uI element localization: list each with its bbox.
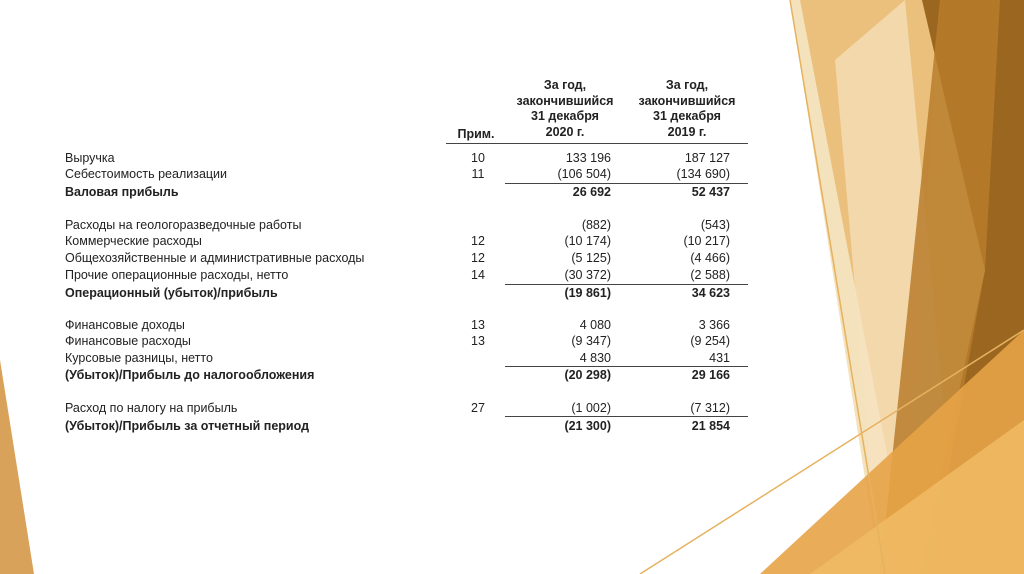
row-value-2019: 431	[709, 351, 730, 365]
row-label: Расход по налогу на прибыль	[65, 401, 238, 415]
row-note: 14	[471, 268, 485, 282]
row-selling	[0, 233, 800, 249]
row-value-2019: (134 690)	[676, 167, 730, 181]
row-label: (Убыток)/Прибыль до налогообложения	[65, 368, 315, 382]
row-value-2019: 34 623	[691, 286, 730, 300]
row-value-2020: (882)	[581, 218, 611, 232]
row-note: 27	[471, 401, 485, 415]
row-other-operating	[0, 267, 800, 283]
header-rule	[446, 143, 748, 144]
row-value-2020: (19 861)	[564, 286, 611, 300]
row-pretax-result	[0, 367, 800, 383]
row-label: Финансовые доходы	[65, 318, 185, 332]
subtotal-rule	[505, 416, 748, 417]
row-note: 12	[471, 234, 485, 248]
row-value-2020: (20 298)	[564, 368, 611, 382]
row-label: Коммерческие расходы	[65, 234, 202, 248]
row-value-2020: (106 504)	[557, 167, 611, 181]
row-value-2019: 3 366	[698, 318, 730, 332]
row-revenue	[0, 150, 800, 166]
row-value-2019: (10 217)	[683, 234, 730, 248]
row-value-2019: 52 437	[691, 185, 730, 199]
row-label: Себестоимость реализации	[65, 167, 228, 181]
row-value-2019: (2 588)	[690, 268, 730, 282]
row-value-2019: (9 254)	[690, 334, 730, 348]
header-2019: За год, закончившийся 31 декабря 2019 г.	[638, 78, 736, 139]
row-value-2020: 26 692	[572, 185, 611, 199]
row-admin	[0, 250, 800, 266]
row-note: 13	[471, 334, 485, 348]
row-label: Операционный (убыток)/прибыль	[65, 286, 278, 300]
row-value-2020: (21 300)	[564, 419, 611, 433]
row-net-result	[0, 418, 800, 434]
row-note: 10	[471, 151, 485, 165]
row-label: (Убыток)/Прибыль за отчетный период	[65, 419, 310, 433]
row-value-2019: 187 127	[684, 151, 730, 165]
row-value-2020: (10 174)	[564, 234, 611, 248]
row-income-tax	[0, 400, 800, 416]
row-value-2019: 21 854	[691, 419, 730, 433]
row-operating-result	[0, 285, 800, 301]
row-value-2020: (5 125)	[571, 251, 611, 265]
row-exploration	[0, 217, 800, 233]
row-cost-of-sales	[0, 166, 800, 182]
row-gross-profit	[0, 184, 800, 200]
row-finance-income	[0, 317, 800, 333]
row-label: Расходы на геологоразведочные работы	[65, 218, 302, 232]
header-note: Прим.	[457, 127, 495, 141]
row-value-2020: (1 002)	[571, 401, 611, 415]
row-value-2019: (7 312)	[690, 401, 730, 415]
row-value-2020: (9 347)	[571, 334, 611, 348]
row-label: Курсовые разницы, нетто	[65, 351, 213, 365]
row-value-2019: (4 466)	[690, 251, 730, 265]
row-value-2020: 133 196	[565, 151, 611, 165]
row-fx-differences	[0, 350, 800, 366]
row-label: Выручка	[65, 151, 115, 165]
row-label: Общехозяйственные и административные расходы	[65, 251, 365, 265]
row-label: Финансовые расходы	[65, 334, 191, 348]
header-2020: За год, закончившийся 31 декабря 2020 г.	[516, 78, 614, 139]
row-note: 13	[471, 318, 485, 332]
row-value-2020: 4 830	[579, 351, 611, 365]
row-finance-costs	[0, 333, 800, 349]
row-value-2019: (543)	[700, 218, 730, 232]
row-note: 11	[471, 167, 485, 181]
row-value-2020: 4 080	[579, 318, 611, 332]
row-value-2019: 29 166	[691, 368, 730, 382]
row-label: Валовая прибыль	[65, 185, 179, 199]
row-value-2020: (30 372)	[564, 268, 611, 282]
row-note: 12	[471, 251, 485, 265]
row-label: Прочие операционные расходы, нетто	[65, 268, 289, 282]
